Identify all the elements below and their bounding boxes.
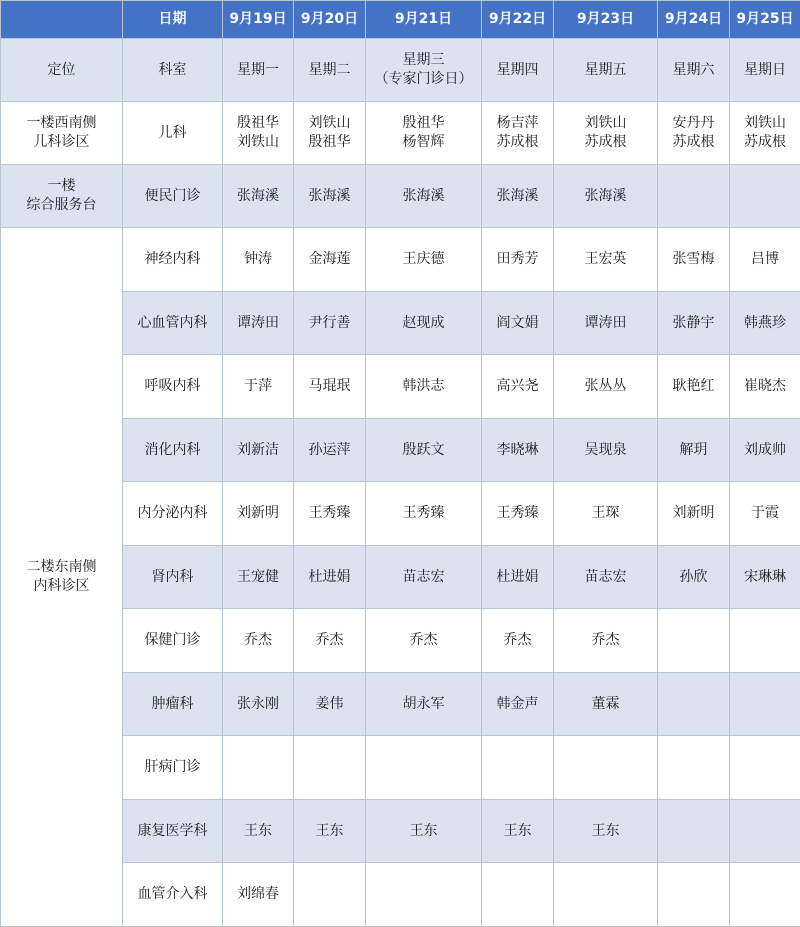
doctor-name: 刘新明: [660, 504, 727, 523]
doctor-cell: [658, 355, 730, 419]
doctor-name: 苏成根: [484, 133, 551, 152]
doctor-name: 钟涛: [225, 250, 291, 269]
doctor-name: 王东: [484, 822, 551, 841]
doctor-cell: [366, 292, 482, 355]
weekday-header-row: [1, 39, 800, 102]
doctor-cell: [366, 419, 482, 482]
weekday-2: [366, 39, 482, 102]
doctor-name: 王庆德: [368, 250, 479, 269]
doctor-cell: [554, 673, 658, 736]
doctor-cell: [294, 609, 366, 673]
doctor-name: 高兴尧: [484, 377, 551, 396]
doctor-name: 韩洪志: [368, 377, 479, 396]
weekday-0: 星期一: [223, 39, 294, 102]
weekday-2-line-2: （专家门诊日）: [368, 70, 479, 89]
doctor-name: 于霞: [732, 504, 798, 523]
dept-cell: 康复医学科: [123, 800, 223, 863]
doctor-name: 阎文娟: [484, 314, 551, 333]
table-row: [1, 102, 800, 165]
doctor-cell: [366, 863, 482, 927]
doctor-cell: [658, 800, 730, 863]
doctor-cell: [223, 228, 294, 292]
doctor-cell: [554, 482, 658, 546]
doctor-name: 谭涛田: [225, 314, 291, 333]
doctor-cell: [658, 228, 730, 292]
date-header-row: [1, 1, 800, 39]
doctor-cell: [658, 419, 730, 482]
doctor-name: 张海溪: [556, 187, 655, 206]
dept-cell: 内分泌内科: [123, 482, 223, 546]
doctor-name: 王宠健: [225, 568, 291, 587]
doctor-name: 谭涛田: [556, 314, 655, 333]
date-1: 9月20日: [294, 1, 366, 39]
doctor-name: 韩金声: [484, 695, 551, 714]
doctor-cell: [730, 736, 800, 800]
doctor-cell: [294, 546, 366, 609]
doctor-name: 殷祖华: [225, 114, 291, 133]
date-5: 9月24日: [658, 1, 730, 39]
doctor-cell: [366, 228, 482, 292]
doctor-name: 于萍: [225, 377, 291, 396]
doctor-cell: [482, 292, 554, 355]
doctor-cell: [294, 482, 366, 546]
doctor-cell: [658, 292, 730, 355]
doctor-name: 王琛: [556, 504, 655, 523]
dept-cell: 呼吸内科: [123, 355, 223, 419]
doctor-cell: [554, 863, 658, 927]
doctor-cell: [658, 609, 730, 673]
location-line: 二楼东南侧: [3, 558, 120, 577]
date-3: 9月22日: [482, 1, 554, 39]
doctor-cell: [366, 736, 482, 800]
doctor-cell: [730, 355, 800, 419]
weekday-2-line-1: 星期三: [368, 51, 479, 70]
doctor-name: 吕博: [732, 250, 798, 269]
doctor-cell: [482, 102, 554, 165]
doctor-name: 殷祖华: [296, 133, 363, 152]
doctor-cell: [294, 165, 366, 228]
doctor-name: 张永刚: [225, 695, 291, 714]
doctor-name: 董霖: [556, 695, 655, 714]
doctor-name: 刘新明: [225, 504, 291, 523]
doctor-name: 张海溪: [368, 187, 479, 206]
dept-cell: 血管介入科: [123, 863, 223, 927]
doctor-cell: [658, 482, 730, 546]
doctor-cell: [223, 419, 294, 482]
doctor-cell: [223, 355, 294, 419]
doctor-cell: [366, 673, 482, 736]
doctor-name: 安丹丹: [660, 114, 727, 133]
doctor-name: 韩燕珍: [732, 314, 798, 333]
doctor-cell: [223, 102, 294, 165]
doctor-name: 苗志宏: [556, 568, 655, 587]
weekday-1: 星期二: [294, 39, 366, 102]
doctor-cell: [730, 609, 800, 673]
doctor-cell: [554, 165, 658, 228]
doctor-name: 孙运萍: [296, 441, 363, 460]
doctor-name: 王东: [368, 822, 479, 841]
doctor-name: 王宏英: [556, 250, 655, 269]
location-line: 综合服务台: [3, 196, 120, 215]
doctor-cell: [554, 355, 658, 419]
doctor-cell: [730, 863, 800, 927]
dept-cell: 便民门诊: [123, 165, 223, 228]
doctor-name: 乔杰: [296, 631, 363, 650]
doctor-name: 王东: [296, 822, 363, 841]
doctor-name: 王秀臻: [484, 504, 551, 523]
doctor-cell: [730, 546, 800, 609]
doctor-name: 刘铁山: [732, 114, 798, 133]
doctor-cell: [554, 228, 658, 292]
doctor-cell: [294, 355, 366, 419]
doctor-cell: [658, 736, 730, 800]
header-corner: [1, 1, 123, 39]
doctor-name: 张海溪: [484, 187, 551, 206]
location-line: 一楼西南侧: [3, 114, 120, 133]
doctor-name: 田秀芳: [484, 250, 551, 269]
date-6: 9月25日: [730, 1, 800, 39]
doctor-cell: [366, 102, 482, 165]
doctor-cell: [366, 355, 482, 419]
doctor-name: 殷跃文: [368, 441, 479, 460]
doctor-name: 张丛丛: [556, 377, 655, 396]
doctor-name: 刘成帅: [732, 441, 798, 460]
location-line: 内科诊区: [3, 577, 120, 596]
doctor-cell: [223, 609, 294, 673]
weekday-5: 星期六: [658, 39, 730, 102]
doctor-cell: [294, 102, 366, 165]
doctor-cell: [223, 482, 294, 546]
doctor-name: 刘铁山: [225, 133, 291, 152]
doctor-cell: [366, 609, 482, 673]
doctor-cell: [223, 292, 294, 355]
doctor-cell: [554, 546, 658, 609]
doctor-cell: [223, 165, 294, 228]
doctor-cell: [294, 800, 366, 863]
doctor-name: 杜进娟: [484, 568, 551, 587]
doctor-cell: [482, 419, 554, 482]
dept-cell: 肾内科: [123, 546, 223, 609]
date-2: 9月21日: [366, 1, 482, 39]
doctor-cell: [554, 800, 658, 863]
doctor-cell: [482, 609, 554, 673]
doctor-name: 苗志宏: [368, 568, 479, 587]
doctor-name: 王秀臻: [368, 504, 479, 523]
doctor-name: 赵现成: [368, 314, 479, 333]
doctor-cell: [554, 102, 658, 165]
doctor-name: 苏成根: [660, 133, 727, 152]
doctor-cell: [730, 292, 800, 355]
doctor-name: 解玥: [660, 441, 727, 460]
location-cell-internal: [1, 228, 123, 927]
doctor-name: 刘铁山: [556, 114, 655, 133]
doctor-name: 张海溪: [225, 187, 291, 206]
dept-cell: 保健门诊: [123, 609, 223, 673]
doctor-name: 刘新洁: [225, 441, 291, 460]
doctor-name: 张海溪: [296, 187, 363, 206]
doctor-cell: [730, 673, 800, 736]
doctor-cell: [482, 228, 554, 292]
doctor-cell: [730, 165, 800, 228]
doctor-cell: [223, 863, 294, 927]
doctor-name: 张静宇: [660, 314, 727, 333]
doctor-cell: [294, 863, 366, 927]
doctor-name: 苏成根: [556, 133, 655, 152]
doctor-name: 乔杰: [556, 631, 655, 650]
doctor-name: 杨智辉: [368, 133, 479, 152]
doctor-cell: [482, 736, 554, 800]
doctor-name: 尹行善: [296, 314, 363, 333]
doctor-cell: [730, 228, 800, 292]
location-line: 一楼: [3, 177, 120, 196]
doctor-name: 刘铁山: [296, 114, 363, 133]
doctor-name: 崔晓杰: [732, 377, 798, 396]
table-row: [1, 228, 800, 292]
doctor-cell: [658, 673, 730, 736]
dept-cell: 神经内科: [123, 228, 223, 292]
weekday-3: 星期四: [482, 39, 554, 102]
doctor-cell: [554, 736, 658, 800]
doctor-cell: [366, 482, 482, 546]
doctor-name: 孙欣: [660, 568, 727, 587]
doctor-cell: [482, 673, 554, 736]
doctor-name: 耿艳红: [660, 377, 727, 396]
doctor-name: 殷祖华: [368, 114, 479, 133]
doctor-cell: [554, 419, 658, 482]
table-row: [1, 165, 800, 228]
dept-label: 科室: [123, 39, 223, 102]
doctor-name: 王东: [556, 822, 655, 841]
doctor-name: 乔杰: [368, 631, 479, 650]
doctor-cell: [366, 546, 482, 609]
doctor-cell: [730, 102, 800, 165]
doctor-cell: [482, 800, 554, 863]
weekday-6: 星期日: [730, 39, 800, 102]
doctor-name: 杜进娟: [296, 568, 363, 587]
doctor-cell: [658, 546, 730, 609]
weekday-4: 星期五: [554, 39, 658, 102]
doctor-cell: [294, 673, 366, 736]
location-line: 儿科诊区: [3, 133, 120, 152]
doctor-cell: [482, 355, 554, 419]
doctor-cell: [658, 102, 730, 165]
doctor-cell: [658, 165, 730, 228]
doctor-cell: [294, 228, 366, 292]
doctor-cell: [730, 482, 800, 546]
doctor-name: 王秀臻: [296, 504, 363, 523]
doctor-cell: [482, 482, 554, 546]
doctor-cell: [223, 736, 294, 800]
doctor-cell: [658, 863, 730, 927]
location-label: 定位: [1, 39, 123, 102]
doctor-name: 吴现泉: [556, 441, 655, 460]
doctor-cell: [294, 419, 366, 482]
doctor-name: 王东: [225, 822, 291, 841]
doctor-cell: [366, 165, 482, 228]
doctor-cell: [294, 736, 366, 800]
doctor-name: 姜伟: [296, 695, 363, 714]
doctor-name: 李晓琳: [484, 441, 551, 460]
doctor-name: 苏成根: [732, 133, 798, 152]
doctor-name: 乔杰: [225, 631, 291, 650]
date-label: 日期: [123, 1, 223, 39]
dept-cell: 心血管内科: [123, 292, 223, 355]
dept-cell: 儿科: [123, 102, 223, 165]
doctor-cell: [223, 546, 294, 609]
doctor-name: 马琨珉: [296, 377, 363, 396]
doctor-cell: [554, 292, 658, 355]
doctor-cell: [730, 419, 800, 482]
doctor-cell: [482, 546, 554, 609]
location-cell-pediatric: [1, 102, 123, 165]
doctor-cell: [223, 800, 294, 863]
doctor-name: 金海莲: [296, 250, 363, 269]
dept-cell: 消化内科: [123, 419, 223, 482]
doctor-cell: [730, 800, 800, 863]
doctor-name: 胡永军: [368, 695, 479, 714]
doctor-name: 宋琳琳: [732, 568, 798, 587]
dept-cell: 肝病门诊: [123, 736, 223, 800]
doctor-name: 张雪梅: [660, 250, 727, 269]
doctor-cell: [554, 609, 658, 673]
date-4: 9月23日: [554, 1, 658, 39]
date-0: 9月19日: [223, 1, 294, 39]
doctor-cell: [223, 673, 294, 736]
doctor-name: 刘绵春: [225, 885, 291, 904]
doctor-name: 乔杰: [484, 631, 551, 650]
doctor-name: 杨吉萍: [484, 114, 551, 133]
doctor-cell: [482, 165, 554, 228]
location-cell-service: [1, 165, 123, 228]
doctor-cell: [294, 292, 366, 355]
dept-cell: 肿瘤科: [123, 673, 223, 736]
doctor-cell: [482, 863, 554, 927]
doctor-cell: [366, 800, 482, 863]
